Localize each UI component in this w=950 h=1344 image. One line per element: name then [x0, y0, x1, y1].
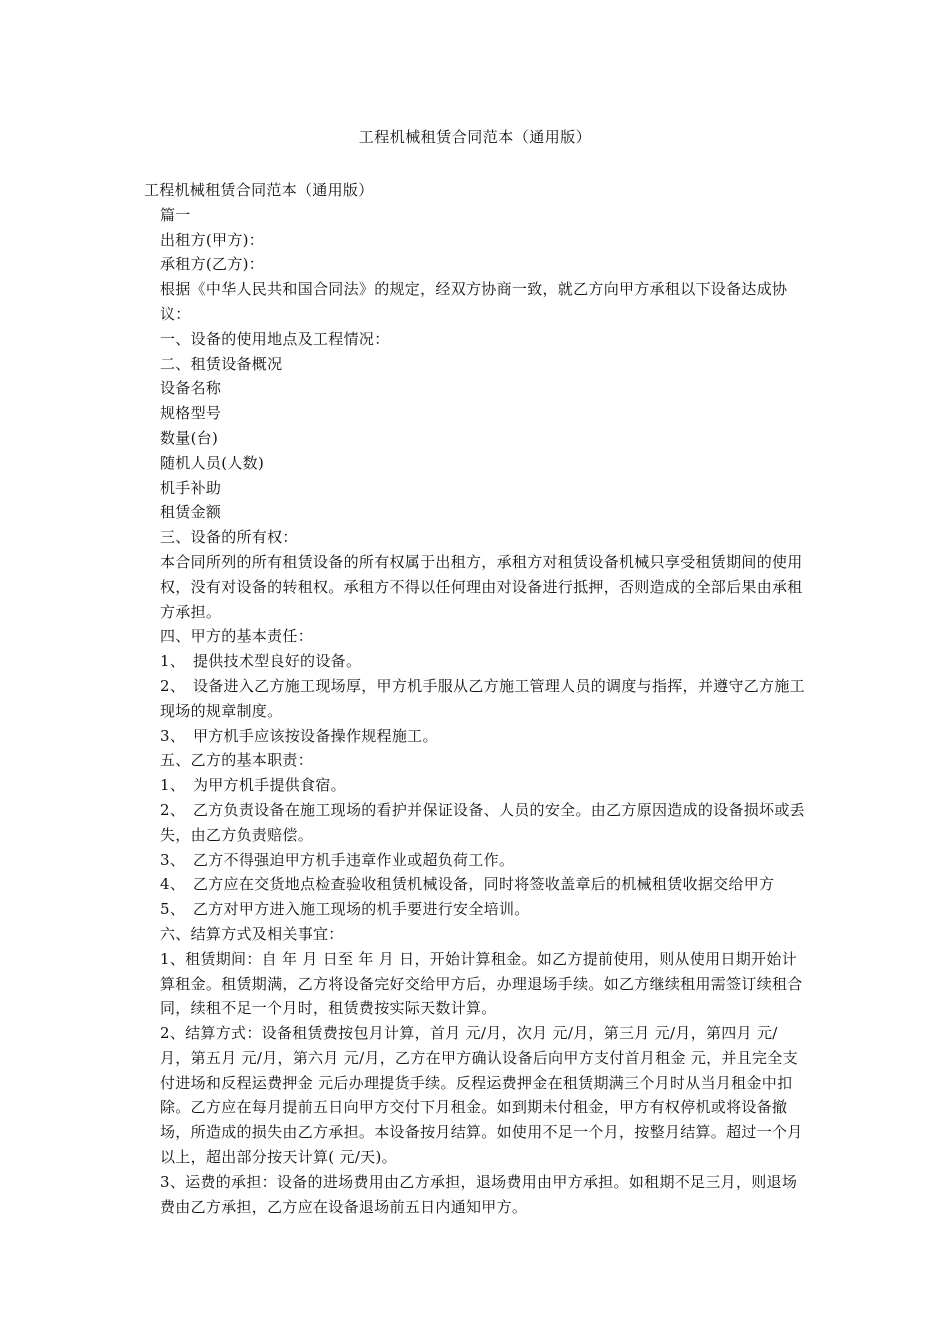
equipment-field: 设备名称: [160, 379, 222, 398]
section-5-item: 5、 乙方对甲方进入施工现场的机手要进行安全培训。: [160, 900, 530, 919]
chapter-label: 篇一: [160, 205, 191, 224]
section-4-title: 四、甲方的基本责任：: [160, 627, 314, 646]
section-5-item: 3、 乙方不得强迫甲方机手违章作业或超负荷工作。: [160, 850, 515, 869]
section-2-title: 二、租赁设备概况: [160, 354, 283, 373]
section-5-item: 4、 乙方应在交货地点检查验收租赁机械设备，同时将签收盖章后的机械租赁收据交给甲方: [160, 875, 775, 894]
equipment-field: 租赁金额: [160, 503, 222, 522]
section-6-item: 2、结算方式：设备租赁费按包月计算，首月 元/月，次月 元/月，第三月 元/月，第四月 元/月，第五月 元/月，第六月 元/月，乙方在甲方确认设备后向甲方支付首月租金 元，并且完全支付进场和反程运费押金 元后办理提货手续。反程运费押金在租赁期满三个月时从当月租金中扣除。乙方应在每月提前五日向甲方交付下月租金。如到期未付租金，甲方有权停机或将设备撤场，所造成的损失由乙方承担。本设备按月结算。如使用不足一个月，按整月结算。超过一个月以上，超出部分按天计算( 元/天)。: [160, 1024, 803, 1167]
section-3-title: 三、设备的所有权：: [160, 528, 298, 547]
document-heading: 工程机械租赁合同范本（通用版）: [144, 181, 374, 199]
section-3-paragraph: 本合同所列的所有租赁设备的所有权属于出租方，承租方对租赁设备机械只享受租赁期间的使用权，没有对设备的转租权。承租方不得以任何理由对设备进行抵押，否则造成的全部后果由承租方承担。: [160, 552, 803, 621]
section-4-item: 3、 甲方机手应该按设备操作规程施工。: [160, 726, 438, 745]
section-5-item: 2、 乙方负责设备在施工现场的看护并保证设备、人员的安全。由乙方原因造成的设备损坏或丢失，由乙方负责赔偿。: [160, 800, 805, 844]
section-1-title: 一、设备的使用地点及工程情况：: [160, 329, 390, 348]
page-title: 工程机械租赁合同范本（通用版）: [358, 128, 592, 146]
section-6-title: 六、结算方式及相关事宜：: [160, 924, 344, 943]
equipment-field: 数量(台): [160, 428, 219, 447]
equipment-field: 随机人员(人数): [160, 453, 265, 472]
section-4-item: 2、 设备进入乙方施工现场厚，甲方机手服从乙方施工管理人员的调度与指挥，并遵守乙方施工现场的规章制度。: [160, 676, 805, 720]
section-6-item: 1、租赁期间：自 年 月 日至 年 月 日，开始计算租金。如乙方提前使用，则从使用日期开始计算租金。租赁期满，乙方将设备完好交给甲方后，办理退场手续。如乙方继续租用需签订续租合同，续租不足一个月时，租赁费按实际天数计算。: [160, 949, 803, 1018]
document-body: [144, 178, 806, 1219]
section-4-item: 1、 提供技术型良好的设备。: [160, 652, 362, 671]
section-6-item: 3、运费的承担：设备的进场费用由乙方承担，退场费用由甲方承担。如租期不足三月，则退场费由乙方承担，乙方应在设备退场前五日内通知甲方。: [160, 1172, 798, 1216]
equipment-field: 规格型号: [160, 404, 222, 423]
preamble-paragraph: 根据《中华人民共和国合同法》的规定，经双方协商一致，就乙方向甲方承租以下设备达成协议：: [160, 280, 788, 323]
equipment-field: 机手补助: [160, 478, 222, 497]
section-5-title: 五、乙方的基本职责：: [160, 751, 314, 770]
lessee-line: 承租方(乙方)：: [160, 255, 265, 274]
lessor-line: 出租方(甲方)：: [160, 230, 265, 249]
section-5-item: 1、 为甲方机手提供食宿。: [160, 776, 346, 795]
